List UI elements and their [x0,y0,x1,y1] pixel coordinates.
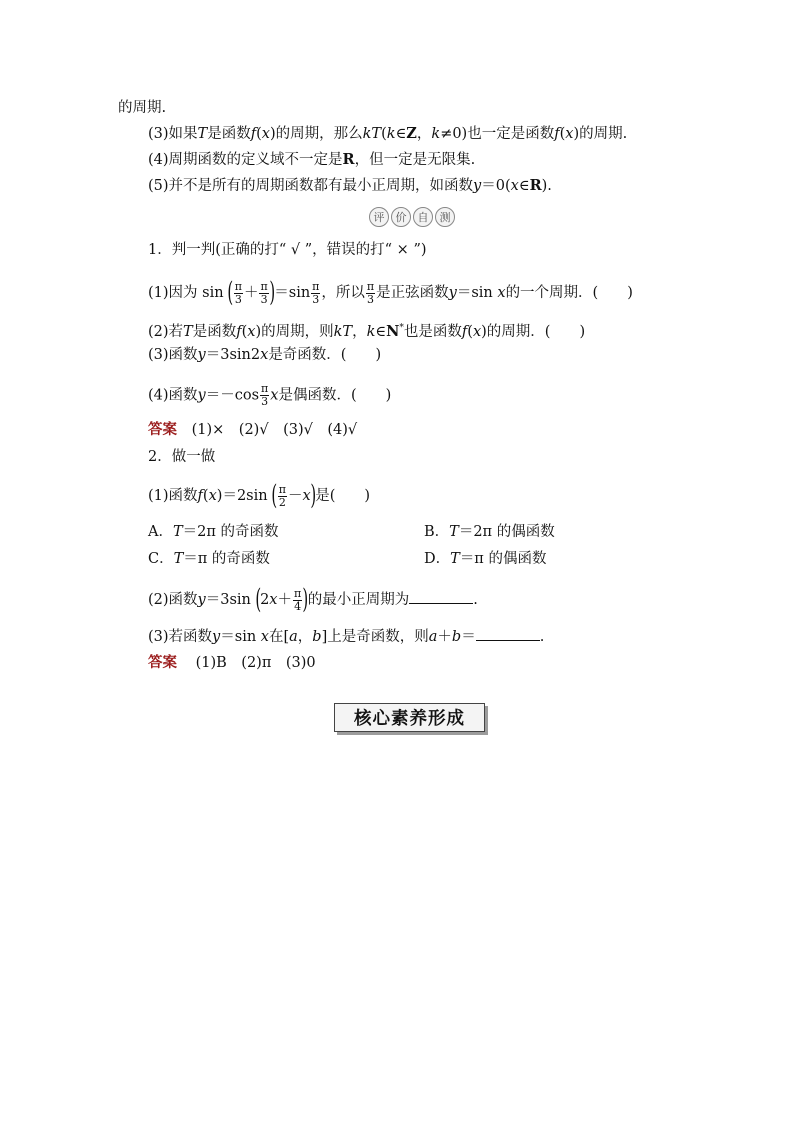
text: ＝ [461,629,476,645]
fraction [311,281,320,306]
var: f [554,126,560,142]
text: ( [256,126,262,142]
text: (4)周期函数的定义域不一定是 [148,152,343,168]
text: 是正弦函数 [376,285,449,301]
var: a [289,629,298,645]
numerator: π [261,382,269,395]
text: 1．判一判(正确的打“ √ ”，错误的打“ × ”) [148,242,427,258]
text: ＝π 的偶函数 [459,551,547,567]
q1-statement-2 [148,318,585,342]
q2-option-c [148,549,270,569]
var: x [208,488,217,504]
var: x [472,323,482,340]
right-paren: ) [269,277,275,308]
text: 2．做一做 [148,449,216,465]
var: b [451,629,462,645]
text: ＋ [277,592,292,608]
text: ≠0)也一定是函数 [440,126,555,142]
var: x [260,347,269,363]
text: 的一个周期．( ) [505,285,633,301]
var: T [197,126,208,142]
var: T [172,524,183,540]
section-title [334,703,485,732]
text: ( [559,126,566,142]
text: (2)若 [148,323,184,340]
text: 也是函数 [403,323,462,340]
fraction [259,281,268,306]
text: (2)函数 [148,592,198,608]
var: y [448,285,457,301]
q2-option-a [148,522,279,542]
text: 是函数 [192,323,237,340]
option-letter: A． [148,524,173,540]
var: x [497,285,506,301]
text: 的最小正周期为 [307,592,410,608]
badge-char: 价 [391,207,411,227]
option-letter: D． [424,551,451,567]
var: T [449,524,459,540]
text: ， [416,126,432,142]
text: ＝3sin2 [205,347,261,363]
denominator: 3 [261,395,269,408]
var: y [197,592,206,608]
intro-point-4 [148,150,475,170]
var: x [260,629,269,645]
text: ( [381,126,387,142]
fraction [366,281,375,306]
var: b [312,629,322,645]
text: ( [202,488,209,504]
fraction [260,383,269,408]
denominator: 3 [312,292,320,306]
left-paren: ( [254,584,261,615]
text: ( [467,323,473,340]
text: (3)若函数 [148,629,213,645]
var: kT [333,323,353,340]
fraction [234,281,243,306]
var: x [261,126,270,142]
answer-blank[interactable] [476,626,540,641]
text: ＝2π 的偶函数 [458,524,555,540]
left-paren: ( [271,480,278,511]
var: f [197,488,203,504]
text: (5)并不是所有的周期函数都有最小正周期，如函数 [148,178,474,194]
text: 是偶函数．( ) [278,387,392,404]
text: ＝3sin [205,592,251,608]
self-test-badge [369,207,455,227]
text: ( [241,323,248,340]
var: x [302,488,311,504]
text: ∈ [375,323,387,340]
var: k [431,126,441,142]
text: 在[ [268,629,290,645]
var: f [236,323,242,340]
text: . [539,629,545,645]
numerator: π [234,279,242,293]
var: x [565,126,574,142]
answer-label: 答案 [148,421,177,438]
text: ∈ [518,178,530,194]
option-letter: C． [148,551,174,567]
text: (1)因为 sin [148,285,224,301]
option-letter: B． [424,524,450,540]
var: f [461,323,468,340]
intro-point-5 [148,176,552,196]
q1-answer [148,420,357,440]
q2-option-b [424,522,555,542]
denominator: 4 [294,599,302,613]
set-symbol: R [529,177,542,194]
text: ， [352,323,367,340]
superscript: * [399,323,404,333]
denominator: 3 [367,292,375,306]
badge-char: 评 [369,207,389,227]
text: (4)函数 [148,387,198,404]
text: ＋ [437,629,452,645]
set-symbol: Z [406,125,417,142]
q1-title [148,240,427,260]
var: T [173,551,184,567]
q2-answer [148,653,316,673]
q2-question-3 [148,626,544,647]
numerator: π [293,586,302,600]
text: 的周期. [118,100,167,116]
var: k [366,323,376,340]
var: k [386,126,396,142]
q2-question-1 [148,480,371,511]
answer-label: 答案 [148,654,177,671]
text: ＝－cos [205,387,260,404]
text: ∈ [395,126,407,142]
denominator: 2 [278,495,286,509]
text: ， [297,629,313,645]
text: 是奇函数．( ) [268,347,382,363]
intro-point-3 [148,124,627,144]
q1-statement-4 [148,383,391,408]
var: y [197,387,206,404]
var: kT [362,126,382,142]
var: y [473,178,482,194]
intro-line-0 [118,98,166,118]
text: . [473,592,478,608]
text: )的周期. [573,126,628,142]
text: (1)函数 [148,488,198,504]
badge-char: 自 [413,207,433,227]
text: ＝sin [220,629,257,645]
text: )的周期．( ) [481,323,586,340]
denominator: 3 [234,292,242,306]
text: )＝2sin [216,488,268,504]
set-symbol: N [386,322,400,340]
var: f [250,126,257,142]
answer-text: (1)B (2)π (3)0 [195,655,316,671]
text: 2 [260,592,270,608]
text: (3)如果 [148,126,198,142]
text: )的周期，则 [255,323,334,340]
section-title-text: 核心素养形成 [354,709,465,729]
badge-char: 测 [435,207,455,227]
text: ＝sin [274,285,311,301]
numerator: π [312,279,320,293]
q1-statement-3 [148,345,381,365]
var: x [510,178,519,194]
text: ，所以 [321,285,365,301]
var: T [183,323,193,340]
var: y [212,629,221,645]
q2-title [148,447,215,467]
text: ＋ [243,285,259,301]
numerator: π [366,279,375,293]
text: ＝0( [481,178,511,194]
denominator: 3 [260,292,268,306]
text: ＝sin [456,285,493,301]
fraction [293,588,302,613]
text: ]上是奇函数，则 [321,629,429,645]
q2-question-2 [148,584,478,615]
var: y [197,347,206,363]
numerator: π [278,482,286,496]
text: － [287,488,303,504]
var: x [269,592,278,608]
answer-blank[interactable] [409,589,473,604]
var: T [450,551,460,567]
var: x [247,323,256,340]
text: ，但一定是无限集. [354,152,476,168]
set-symbol: R [342,151,355,168]
right-paren: ) [302,584,309,615]
right-paren: ) [310,480,316,511]
text: (3)函数 [148,347,198,363]
text: ). [541,178,552,194]
text: )的周期，那么 [269,126,363,142]
var: x [270,387,279,404]
numerator: π [260,279,268,293]
text: ＝2π 的奇函数 [182,524,279,540]
text: 是函数 [207,126,251,142]
text: 是( ) [315,488,371,504]
left-paren: ( [227,277,234,308]
q1-statement-1 [148,277,633,308]
fraction [278,484,287,509]
q2-option-d [424,549,546,569]
var: a [428,629,438,645]
answer-text: (1)× (2)√ (3)√ (4)√ [191,422,358,438]
text: ＝π 的奇函数 [183,551,270,567]
